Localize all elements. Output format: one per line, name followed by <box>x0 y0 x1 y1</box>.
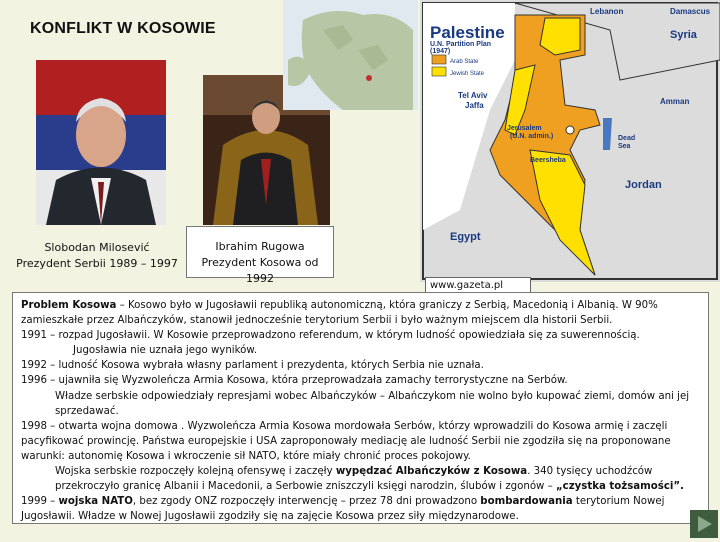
text-1999-a: 1999 – <box>21 496 59 508</box>
label-tel-aviv: Tel Aviv <box>458 91 488 100</box>
caption-rugova-name: Ibrahim Rugowa <box>215 240 305 253</box>
paragraph-1996-cont: Władze serbskie odpowiedziały represjami wobec Albańczyków – Albańczykom nie wolno było kupować ziemi, domów ani jej sprzedawać. <box>55 390 690 417</box>
label-dead-sea-1: Dead <box>618 135 636 142</box>
text-1999-c: terytorium Nowej Jugosławii. Władze w Nowej Jugosławii zgodziły się na zajęcie Kosowa przez siły międzynarodowe. <box>21 496 665 523</box>
label-dead-sea-2: Sea <box>618 143 631 150</box>
map-subtitle-1: U.N. Partition Plan <box>430 41 492 48</box>
label-jerusalem: Jerusalem <box>507 125 542 132</box>
text-1998-b: . 340 tysięcy uchodźców przekroczyło granicę Albanii i Macedonii, a Serbowie zniszczyli księgi narodzin, ślubów i zgonów – <box>55 466 653 493</box>
caption-rugova <box>186 226 334 285</box>
map-subtitle-2: (1947) <box>430 48 451 55</box>
paragraph-problem <box>21 298 700 328</box>
caption-milosevic-role: Prezydent Serbii 1989 – 1997 <box>16 257 178 270</box>
caption-milosevic-name: Slobodan Milosević <box>44 241 150 254</box>
europe-locator-map <box>283 0 418 110</box>
caption-milosevic <box>12 240 182 272</box>
caption-rugova-role: Prezydent Kosowa od 1992 <box>201 256 319 285</box>
label-jaffa: Jaffa <box>465 101 484 110</box>
map-credit: www.gazeta.pl <box>425 277 531 294</box>
paragraph-1999 <box>21 494 700 524</box>
play-arrow-icon <box>690 510 718 538</box>
milosevic-photo <box>36 60 166 225</box>
label-beersheba: Beersheba <box>530 157 566 164</box>
label-amman: Amman <box>660 97 690 106</box>
paragraph-1991: 1991 – rozpad Jugosławii. W Kosowie przeprowadzono referendum, w którym ludność opowiedziała się za suwerennością. <box>21 330 640 342</box>
text-1999-b: , bez zgody ONZ rozpoczęły interwencję – przez 78 dni prowadzono <box>132 496 481 508</box>
problem-text: – Kosowo było w Jugosławii republiką autonomiczną, która graniczy z Serbią, Macedonią i Albanią. W 90% zamieszkałe przez Albańczyków, stanowił jednocześnie terytorium Serbii i było ważnym miejscem dla historii Serbii. <box>21 300 658 327</box>
paragraph-1991-cont: Jugosławia nie uznała jego wyników. <box>73 345 258 357</box>
text-1998-bold: wypędzać Albańczyków z Kosowa <box>335 466 528 478</box>
label-jerusalem-admin: (U.N. admin.) <box>510 133 554 140</box>
paragraph-1998-cont <box>21 464 700 494</box>
legend-jewish-label: Jewish State <box>450 71 485 77</box>
label-syria: Syria <box>670 29 697 41</box>
text-1999-bold2: bombardowania <box>480 496 573 508</box>
problem-heading: Problem Kosowa <box>21 300 117 311</box>
paragraph-1998: 1998 – otwarta wojna domowa . Wyzwoleńcza Armia Kosowa mordowała Serbów, którzy wprowadzili do Kosowa armię i zaczęli pacyfikować prowincję. Państwa europejskie i USA zaproponowały mediację ale ludność Serbii nie zgodziła się na proponowane warunki: autonomię Kosowa i wkroczenie sił NATO, które miały chronić proces pokojowy. <box>21 420 671 462</box>
main-text-box <box>12 292 709 524</box>
paragraph-1996: 1996 – ujawniła się Wyzwoleńcza Armia Kosowa, która przeprowadzała zamachy terrorystyczne na Serbów. <box>21 375 568 387</box>
legend-arab-label: Arab State <box>450 59 479 65</box>
text-1999-bold: wojska NATO <box>58 496 133 508</box>
label-damascus: Damascus <box>670 7 711 16</box>
map-title: Palestine <box>430 23 505 42</box>
text-1998-a: Wojska serbskie rozpoczęły kolejną ofensywę i zaczęły <box>55 466 336 478</box>
palestine-partition-map <box>420 0 720 282</box>
label-jordan: Jordan <box>625 179 662 191</box>
text-1998-bold2: „czystka tożsamości”. <box>555 481 684 493</box>
next-slide-button[interactable] <box>690 510 718 538</box>
label-egypt: Egypt <box>450 231 481 243</box>
paragraph-1992: 1992 – ludność Kosowa wybrała własny parlament i prezydenta, których Serbia nie uznała. <box>21 360 484 372</box>
label-lebanon: Lebanon <box>590 7 624 16</box>
page-title: KONFLIKT W KOSOWIE <box>30 20 216 37</box>
